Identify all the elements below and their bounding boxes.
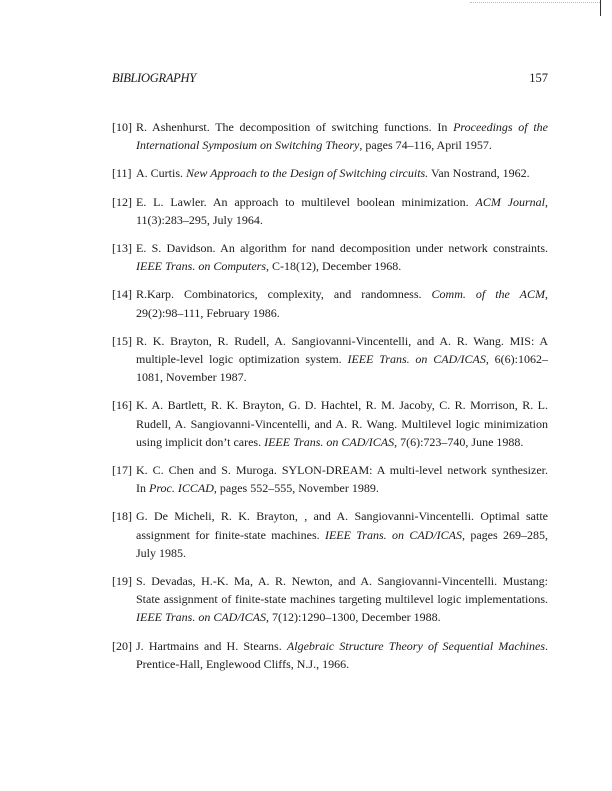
reference-plain-text: S. Devadas, H.-K. Ma, A. R. Newton, and A. Sangiovanni-Vincentelli. Mustang: (136, 574, 548, 589)
reference-plain-text: 1081, November 1987. (136, 370, 247, 385)
reference-entry (112, 507, 548, 562)
reference-line (136, 350, 548, 368)
reference-plain-text: K. A. Bartlett, R. K. Brayton, G. D. Hachtel, R. M. Jacoby, C. R. Morrison, R. L. (136, 398, 548, 413)
reference-number: [10] (112, 120, 132, 134)
reference-plain-text: , (545, 287, 548, 302)
reference-plain-text: K. C. Chen and S. Muroga. SYLON-DREAM: A multi-level network synthesizer. (136, 463, 548, 478)
page-number: 157 (529, 71, 548, 85)
reference-line (136, 572, 548, 590)
reference-plain-text: , pages 269–285, (461, 527, 548, 542)
reference-number: [11] (112, 166, 132, 181)
reference-plain-text: , 7(12):1290–1300, December 1988. (266, 610, 441, 625)
reference-plain-text: , (545, 194, 549, 209)
reference-italic-text: Proc. ICCAD (149, 481, 214, 496)
reference-plain-text: In (136, 481, 149, 496)
reference-entry (112, 572, 548, 627)
reference-plain-text: R. Ashenhurst. The decomposition of switching functions. In (136, 120, 454, 134)
reference-plain-text: 29(2):98–111, February 1986. (136, 305, 280, 320)
reference-text (136, 572, 548, 627)
reference-line (136, 193, 548, 211)
reference-list (112, 118, 548, 683)
reference-line (136, 332, 548, 350)
reference-italic-text: Proceedings of the (453, 120, 549, 134)
reference-entry (112, 239, 548, 275)
reference-plain-text: , pages 552–555, November 1989. (213, 481, 379, 496)
reference-entry (112, 164, 548, 182)
reference-italic-text: IEEE Trans. on CAD/ICAS (347, 352, 486, 367)
reference-number: [19] (112, 574, 132, 589)
reference-italic-text: International Symposium on Switching Theory (136, 138, 360, 153)
reference-line (136, 415, 548, 433)
reference-text (136, 239, 548, 275)
reference-line (136, 396, 548, 414)
reference-text (136, 332, 548, 387)
reference-plain-text: R.Karp. Combinatorics, complexity, and randomness. (136, 287, 432, 302)
reference-italic-text: IEEE Trans. on Computers (136, 259, 267, 274)
reference-plain-text: assignment for finite-state machines. (136, 527, 325, 542)
reference-italic-text: ACM Journal (475, 194, 546, 209)
reference-entry (112, 396, 548, 451)
reference-text (136, 461, 548, 497)
reference-italic-text: IEEE Trans. on CAD/ICAS (264, 434, 395, 449)
reference-plain-text: A. Curtis. (136, 166, 187, 181)
reference-line (136, 507, 548, 525)
reference-number: [14] (112, 287, 132, 302)
scan-artifact-dotted (470, 2, 600, 3)
reference-plain-text: E. S. Davidson. An algorithm for nand decomposition under network constraints. (136, 241, 548, 256)
reference-plain-text: . (545, 638, 548, 653)
reference-line (136, 136, 548, 154)
reference-plain-text: , 6(6):1062– (485, 352, 548, 367)
reference-italic-text: IEEE Trans. on CAD/ICAS (136, 610, 267, 625)
reference-italic-text: IEEE Trans. on CAD/ICAS (324, 527, 462, 542)
reference-line (136, 368, 548, 386)
reference-plain-text: R. K. Brayton, R. Rudell, A. Sangiovanni-Vincentelli, and A. R. Wang. MIS: A (136, 333, 548, 348)
reference-plain-text: , pages 74–116, April 1957. (359, 138, 492, 153)
reference-number: [18] (112, 509, 132, 524)
reference-text (136, 285, 548, 321)
reference-text (136, 507, 548, 562)
reference-number: [12] (112, 194, 132, 209)
reference-number: [16] (112, 398, 132, 413)
reference-italic-text: Comm. of the ACM (431, 287, 545, 302)
reference-plain-text: 11(3):283–295, July 1964. (136, 212, 263, 227)
reference-line (136, 637, 548, 655)
reference-plain-text: using implicit don’t cares. (136, 434, 265, 449)
reference-entry (112, 332, 548, 387)
reference-italic-text: New Approach to the Design of Switching circuits. (186, 166, 429, 181)
reference-line (136, 239, 548, 257)
reference-entry (112, 193, 548, 229)
reference-text (136, 118, 548, 154)
reference-number: [13] (112, 241, 132, 256)
reference-entry (112, 118, 548, 154)
reference-italic-text: Algebraic Structure Theory of Sequential Machines (286, 638, 545, 653)
reference-entry (112, 637, 548, 673)
reference-plain-text: E. L. Lawler. An approach to multilevel boolean minimization. (136, 194, 476, 209)
reference-number: [17] (112, 463, 132, 478)
reference-line (136, 211, 548, 229)
reference-line (136, 590, 548, 608)
reference-number: [15] (112, 333, 132, 348)
reference-line (136, 118, 548, 136)
reference-plain-text: J. Hartmains and H. Stearns. (136, 638, 287, 653)
reference-plain-text: July 1985. (136, 545, 187, 560)
reference-number: [20] (112, 638, 132, 653)
reference-text (136, 193, 548, 229)
reference-plain-text: State assignment of finite-state machines targeting multilevel logic implementations. (136, 592, 548, 607)
reference-line (136, 285, 548, 303)
reference-line (136, 526, 548, 544)
reference-line (136, 544, 548, 562)
reference-line (136, 655, 548, 673)
reference-text (136, 637, 548, 673)
reference-line (136, 608, 548, 626)
reference-entry (112, 285, 548, 321)
reference-plain-text: , C-18(12), December 1968. (266, 259, 402, 274)
running-header-title: BIBLIOGRAPHY (112, 71, 196, 85)
reference-text (136, 164, 548, 182)
reference-plain-text: , 7(6):723–740, June 1988. (394, 434, 524, 449)
reference-text (136, 396, 548, 451)
scan-artifact-edge (600, 0, 601, 16)
reference-line (136, 433, 548, 451)
reference-line (136, 479, 548, 497)
reference-line (136, 257, 548, 275)
reference-plain-text: Rudell, A. Sangiovanni-Vincentelli, and A. R. Wang. Multilevel logic minimization (136, 416, 548, 431)
reference-entry (112, 461, 548, 497)
reference-line (136, 164, 548, 182)
reference-line (136, 461, 548, 479)
reference-plain-text: Van Nostrand, 1962. (428, 166, 530, 181)
reference-line (136, 304, 548, 322)
reference-plain-text: G. De Micheli, R. K. Brayton, , and A. Sangiovanni-Vincentelli. Optimal satte (136, 509, 548, 524)
reference-plain-text: Prentice-Hall, Englewood Cliffs, N.J., 1966. (136, 656, 350, 671)
reference-plain-text: multiple-level logic optimization system. (136, 352, 348, 367)
